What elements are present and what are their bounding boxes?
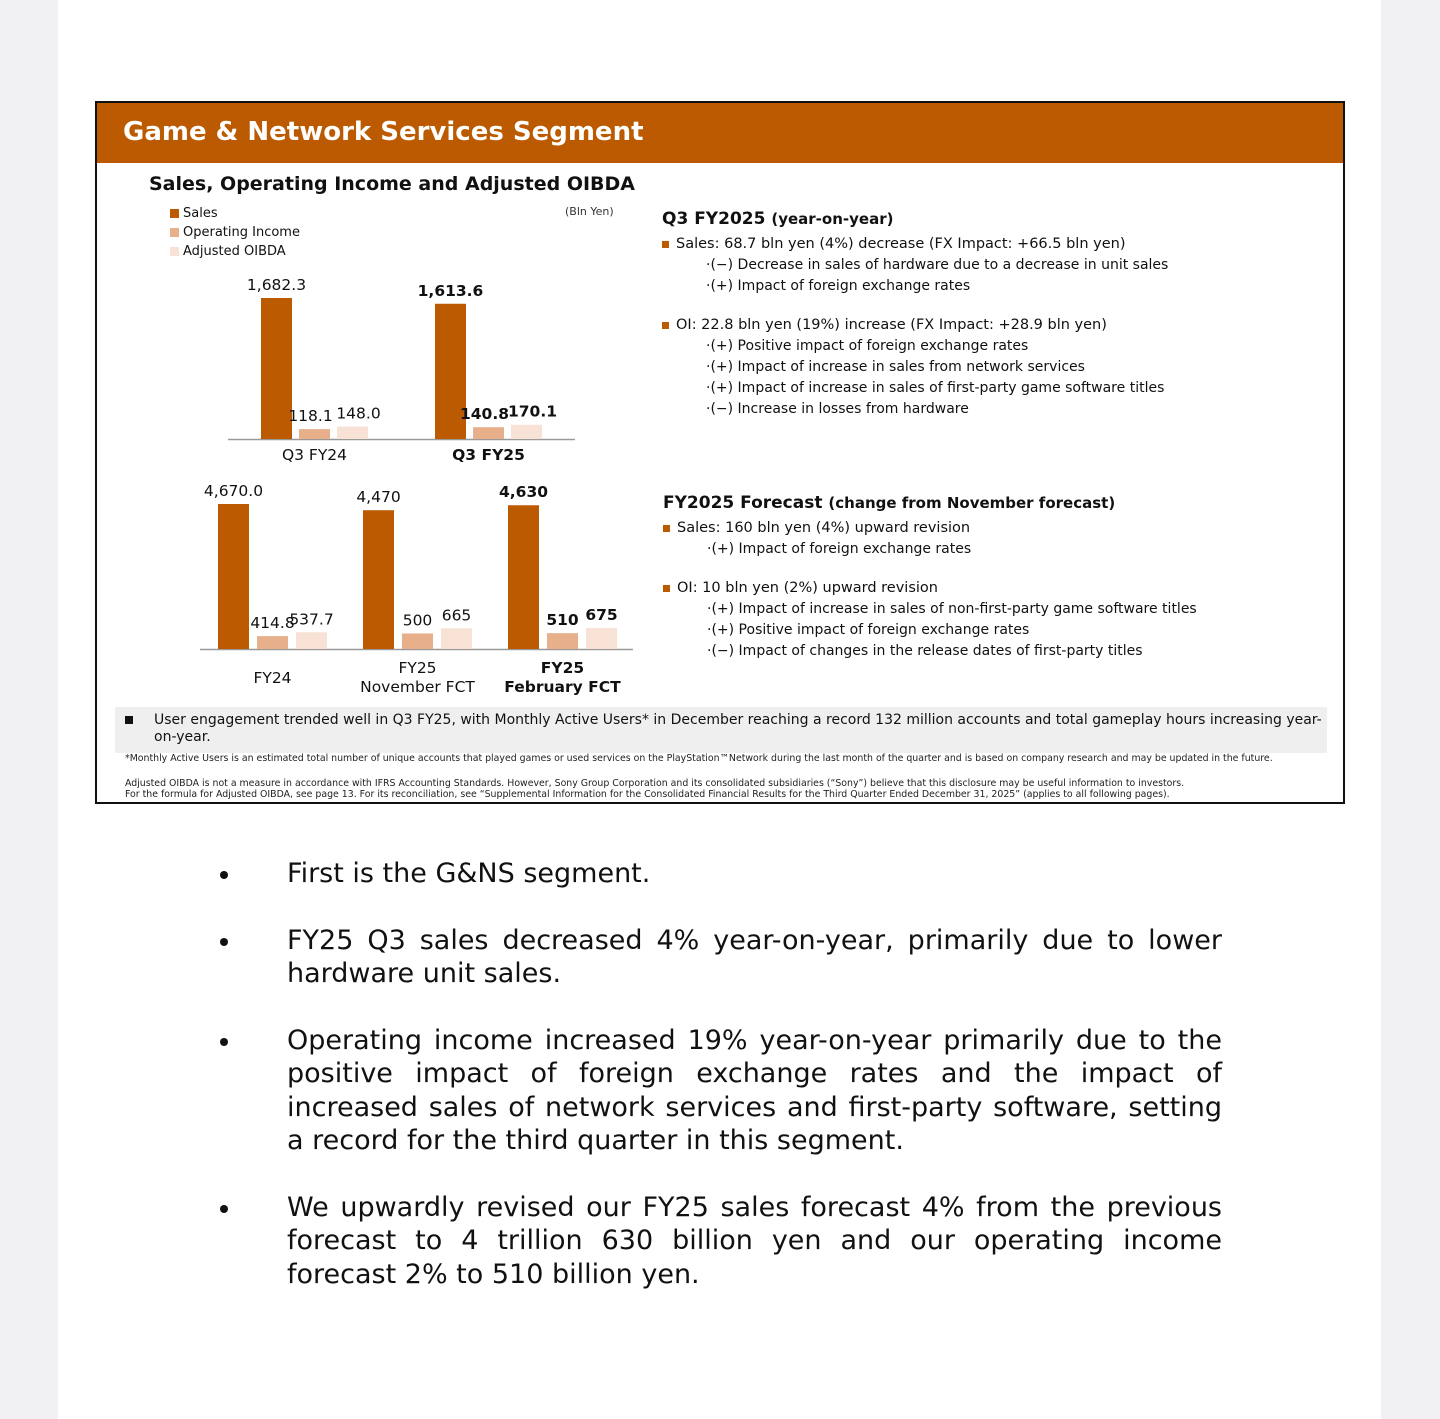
unit-label: (Bln Yen) [565,205,614,218]
note-item [220,924,1222,991]
bar-adjusted-oibda [337,427,368,439]
bullet-square-icon [663,585,670,592]
note-text: First is the G&NS segment. [287,858,651,889]
forecast-oi-detail: ·(+) Positive impact of foreign exchange rates [707,622,1030,638]
bar-adjusted-oibda [586,628,617,649]
q3-heading [662,209,1168,230]
q3-heading-main: Q3 FY2025 [662,209,766,229]
slide-title: Game & Network Services Segment [123,117,644,147]
data-label-adjusted-oibda: 675 [585,606,618,625]
bar-operating-income [402,633,433,649]
forecast-sales-text: Sales: 160 bln yen (4%) upward revision [677,520,971,536]
bar-sales [218,504,249,649]
data-label-operating-income: 414.8 [250,614,295,633]
bullet-square-icon [662,241,669,248]
data-label-operating-income: 118.1 [288,407,333,426]
data-label-adjusted-oibda: 665 [441,606,472,625]
q3-oi-detail: ·(+) Positive impact of foreign exchange rates [706,338,1029,354]
note-item [220,1191,1222,1292]
data-label-adjusted-oibda: 148.0 [336,404,381,423]
forecast-oi-text: OI: 10 bln yen (2%) upward revision [677,580,938,596]
legend-label-operating-income: Operating Income [183,225,300,240]
category-label: November FCT [360,678,475,696]
category-label: FY24 [253,669,292,687]
bar-sales [363,510,394,649]
data-label-operating-income: 500 [402,611,433,630]
footnote-oibda-line: Adjusted OIBDA is not a measure in accordance with IFRS Accounting Standards. However, Sony Group Corporation and its consolidated subsidiaries (“Sony”) believe that this disclosure may be useful information to investors. [125,778,1185,789]
bullet-dot-icon [220,871,228,879]
q3-panel [662,209,1168,420]
bullet-square-icon [125,716,133,724]
engagement-text: User engagement trended well in Q3 FY25, with Monthly Active Users* in December reaching a record 132 million accounts and total gameplay hours increasing year-on-year. [154,712,1322,745]
note-text: Operating income increased 19% year-on-year primarily due to the positive impact of foreign exchange rates and the impact of increased sales of network services and first-party software, setting a record for the third quarter in this segment. [287,1024,1222,1156]
q3-oi-detail: ·(+) Impact of increase in sales from network services [706,359,1085,375]
bar-charts [97,103,717,703]
footnote-oibda [125,778,1184,800]
footnote-mau: *Monthly Active Users is an estimated total number of unique accounts that played games or used services on the PlayStation™Network during the last month of the quarter and is based on company research and may be updated in the future. [125,753,1273,764]
bar-adjusted-oibda [441,628,472,649]
engagement-box [115,707,1327,753]
bar-operating-income [257,636,288,649]
bullet-dot-icon [220,938,228,946]
category-label: February FCT [504,678,621,696]
bar-adjusted-oibda [296,632,327,649]
bullet-dot-icon [220,1038,228,1046]
forecast-sales-line [663,518,1197,539]
data-label-operating-income: 140.8 [459,405,510,424]
bar-adjusted-oibda [511,425,542,439]
footnote-oibda-line: For the formula for Adjusted OIBDA, see page 13. For its reconciliation, see “Supplemental Information for the Consolidated Financial Results for the Third Quarter Ended December 31, 2025” (applies to all following pages). [125,789,1170,800]
forecast-heading-main: FY2025 Forecast [663,493,823,513]
q3-oi-detail: ·(−) Increase in losses from hardware [706,401,969,417]
speaker-notes [220,857,1222,1324]
note-item [220,1024,1222,1158]
q3-oi-detail: ·(+) Impact of increase in sales of first-party game software titles [706,380,1165,396]
bullet-square-icon [663,525,670,532]
legend-label-sales: Sales [183,206,218,221]
category-label: Q3 FY24 [281,446,348,464]
forecast-heading-sub: (change from November forecast) [828,494,1116,512]
data-label-sales: 4,630 [498,483,549,502]
data-label-operating-income: 510 [546,611,579,630]
bullet-square-icon [662,322,669,329]
legend-label-adjusted-oibda: Adjusted OIBDA [183,244,286,259]
q3-sales-detail: ·(−) Decrease in sales of hardware due to a decrease in unit sales [706,257,1169,273]
bar-operating-income [547,633,578,649]
q3-sales-line [662,234,1168,255]
category-label: FY25 [398,659,437,677]
note-text: FY25 Q3 sales decreased 4% year-on-year, primarily due to lower hardware unit sales. [287,924,1222,989]
data-label-sales: 1,613.6 [417,281,484,300]
note-item [220,857,1222,891]
forecast-panel [663,493,1197,662]
category-label: Q3 FY25 [452,446,525,464]
bullet-dot-icon [220,1205,228,1213]
data-label-sales: 1,682.3 [246,276,307,294]
bar-operating-income [473,427,504,439]
q3-oi-line [662,315,1168,336]
q3-oi-text: OI: 22.8 bln yen (19%) increase (FX Impact: +28.9 bln yen) [676,317,1107,333]
q3-sales-detail: ·(+) Impact of foreign exchange rates [706,278,971,294]
slide [95,101,1345,804]
forecast-oi-detail: ·(+) Impact of increase in sales of non-first-party game software titles [707,601,1197,617]
data-label-sales: 4,670.0 [203,482,264,500]
chart-title: Sales, Operating Income and Adjusted OIBDA [149,173,636,195]
data-label-adjusted-oibda: 537.7 [289,610,334,629]
bar-operating-income [299,429,330,439]
forecast-oi-line [663,578,1197,599]
category-label: FY25 [540,659,585,677]
data-label-adjusted-oibda: 170.1 [507,402,558,421]
forecast-sales-detail: ·(+) Impact of foreign exchange rates [707,541,972,557]
q3-sales-text: Sales: 68.7 bln yen (4%) decrease (FX Impact: +66.5 bln yen) [676,236,1126,252]
forecast-oi-detail: ·(−) Impact of changes in the release dates of first-party titles [707,643,1143,659]
q3-heading-sub: (year-on-year) [771,210,894,228]
data-label-sales: 4,470 [356,488,401,507]
forecast-heading [663,493,1197,514]
bar-sales [508,505,539,649]
note-text: We upwardly revised our FY25 sales forecast 4% from the previous forecast to 4 trillion 630 billion yen and our operating income forecast 2% to 510 billion yen. [287,1191,1222,1290]
